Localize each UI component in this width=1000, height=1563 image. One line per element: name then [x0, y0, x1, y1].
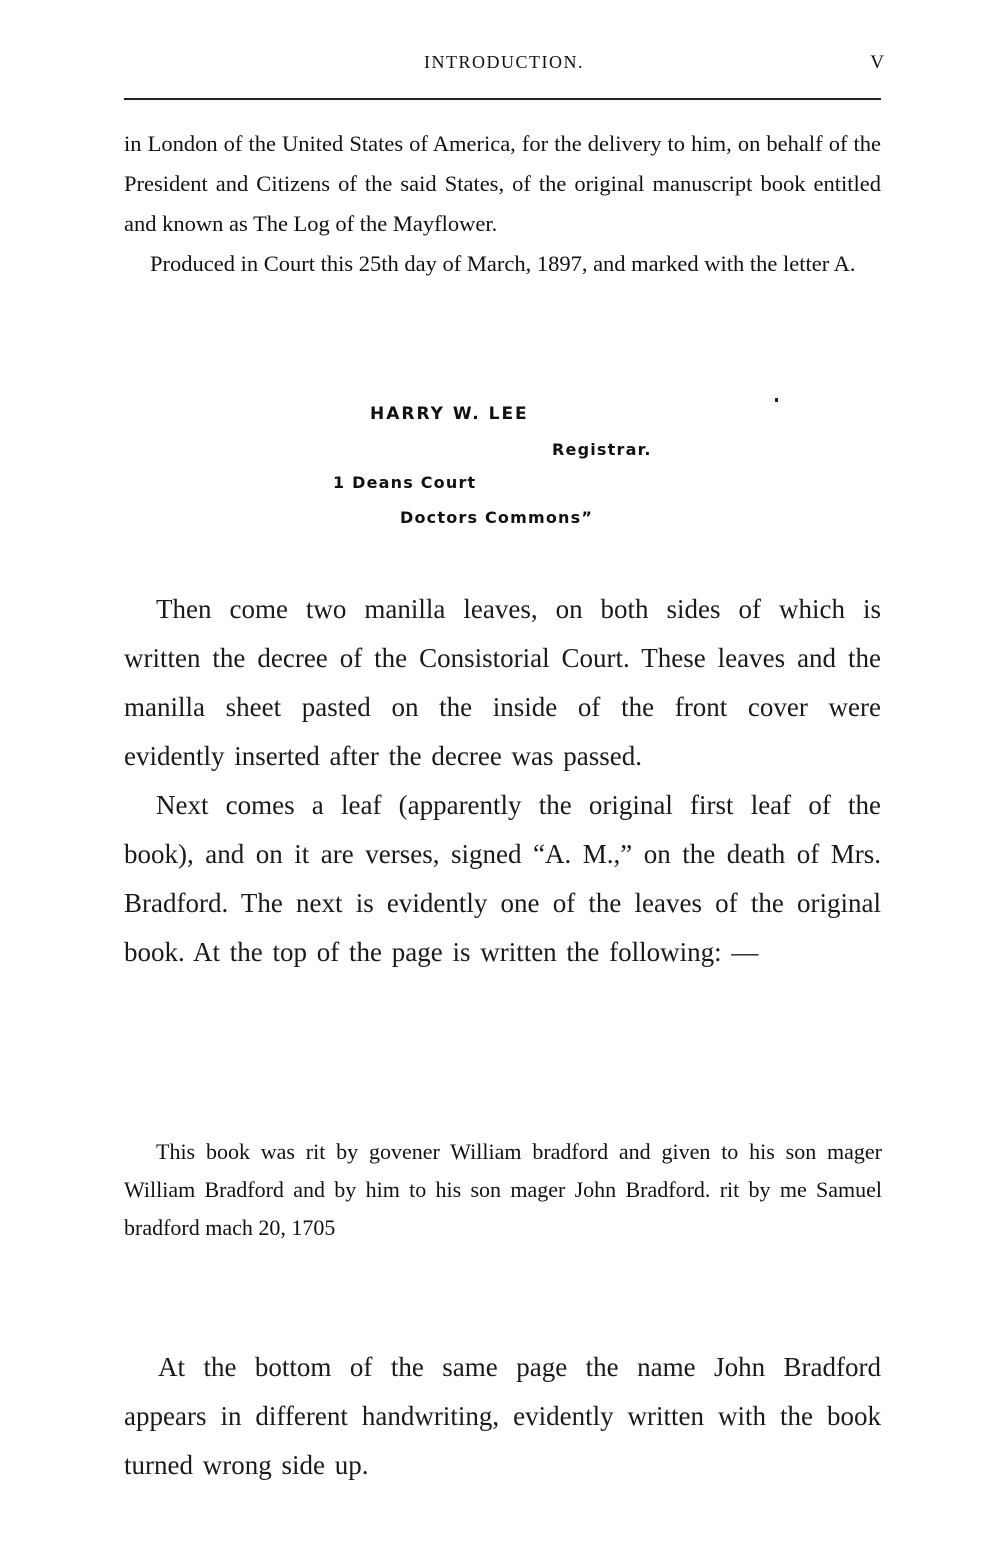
block-quotation [124, 1133, 882, 1247]
body-paragraph: Next comes a leaf (apparently the original first leaf of the book), and on it are verses, signed “A. M.,” on the death of Mrs. Bradford. The next is evidently one of the leaves of the original book. At the top of the page is written the following: — [124, 790, 881, 967]
intro-paragraph: Produced in Court this 25th day of March, 1897, and marked with the letter A. [150, 251, 856, 276]
signatory-address-line: Doctors Commons” [400, 508, 594, 527]
body-text [124, 585, 881, 977]
intro-paragraph: in London of the United States of America, for the delivery to him, on behalf of the President and Citizens of the said States, of the original manuscript book entitled and known as The Log of the Mayflower. [124, 131, 881, 236]
header-rule [124, 98, 881, 100]
ink-speck [775, 398, 778, 402]
page-number: V [870, 52, 884, 73]
running-head [124, 50, 884, 80]
intro-text [124, 124, 881, 284]
body-paragraph: Then come two manilla leaves, on both sides of which is written the decree of the Consistorial Court. These leaves and the manilla sheet pasted on the inside of the front cover were evidently inserted after the decree was passed. [124, 594, 881, 771]
signatory-address-line: 1 Deans Court [333, 473, 477, 492]
signatory-role: Registrar. [552, 440, 652, 459]
closing-text [124, 1343, 881, 1490]
signatory-name: HARRY W. LEE [370, 404, 529, 424]
quotation-text: This book was rit by govener William bradford and given to his son mager William Bradford and by him to his son mager John Bradford. rit by me Samuel bradford mach 20, 1705 [124, 1139, 882, 1240]
closing-paragraph: At the bottom of the same page the name John Bradford appears in different handwriting, evidently written with the book turned wrong side up. [124, 1352, 881, 1480]
running-title: INTRODUCTION. [424, 52, 584, 72]
